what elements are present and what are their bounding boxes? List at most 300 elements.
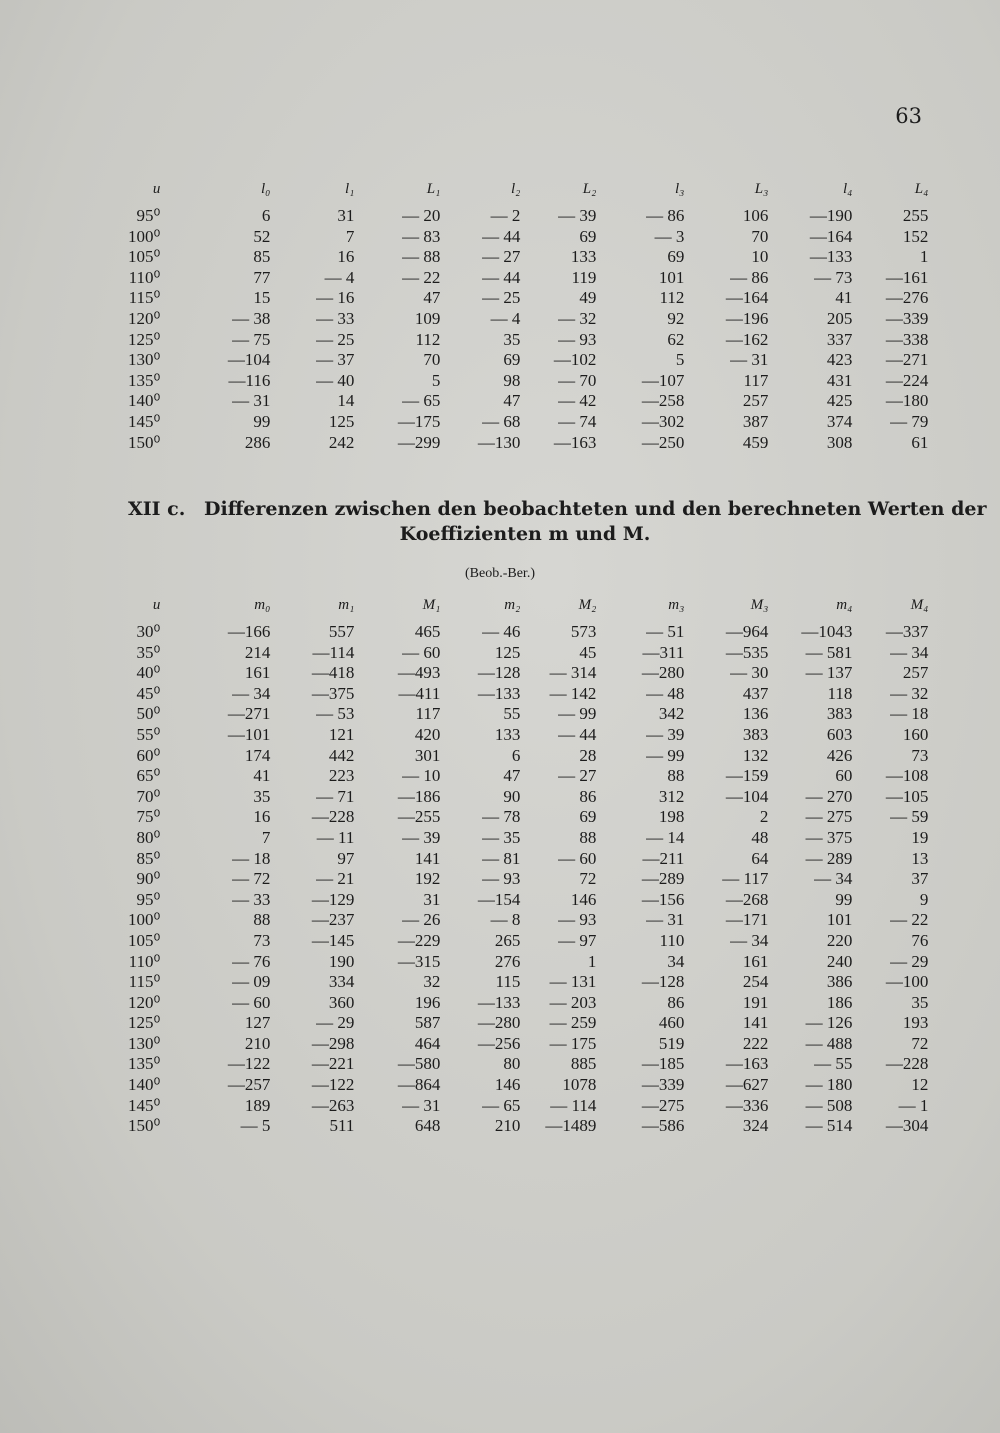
value-cell: — 31 bbox=[402, 1095, 441, 1115]
value-cell: — 71 bbox=[316, 786, 355, 806]
value-cell: 19 bbox=[911, 827, 929, 847]
value-cell: 72 bbox=[579, 869, 597, 889]
value-cell: 70 bbox=[423, 350, 441, 370]
angle-cell: 120⁰ bbox=[128, 308, 161, 328]
value-cell: — 81 bbox=[482, 848, 521, 868]
table-row bbox=[128, 725, 928, 746]
table-row bbox=[128, 1013, 928, 1034]
value-cell: —133 bbox=[477, 992, 521, 1012]
value-cell: 519 bbox=[658, 1033, 685, 1053]
value-cell: —271 bbox=[227, 704, 271, 724]
angle-cell: 130⁰ bbox=[128, 350, 161, 370]
angle-cell: 105⁰ bbox=[128, 247, 161, 267]
value-cell: —257 bbox=[227, 1075, 271, 1095]
value-cell: 119 bbox=[571, 267, 597, 287]
value-cell: — 8 bbox=[490, 910, 521, 930]
value-cell: 242 bbox=[328, 432, 355, 452]
value-cell: —100 bbox=[885, 972, 929, 992]
value-cell: 220 bbox=[826, 930, 853, 950]
angle-cell: 75⁰ bbox=[136, 807, 161, 827]
value-cell: 16 bbox=[253, 807, 271, 827]
value-cell: 223 bbox=[328, 766, 355, 786]
value-cell: 360 bbox=[328, 992, 355, 1012]
value-cell: 342 bbox=[658, 704, 685, 724]
value-cell: — 25 bbox=[316, 329, 355, 349]
value-cell: 312 bbox=[658, 786, 685, 806]
value-cell: 85 bbox=[253, 247, 271, 267]
column-header: M₁ bbox=[422, 597, 441, 613]
value-cell: 210 bbox=[244, 1033, 271, 1053]
value-cell: — 375 bbox=[805, 827, 853, 847]
value-cell: 383 bbox=[742, 724, 769, 744]
value-cell: 885 bbox=[570, 1054, 597, 1074]
value-cell: 117 bbox=[743, 370, 769, 390]
value-cell: 97 bbox=[337, 848, 355, 868]
angle-cell: 70⁰ bbox=[136, 786, 161, 806]
value-cell: 106 bbox=[742, 206, 769, 225]
value-cell: 47 bbox=[503, 391, 521, 411]
value-cell: 648 bbox=[414, 1116, 441, 1136]
value-cell: — 93 bbox=[558, 329, 597, 349]
value-cell: 186 bbox=[826, 992, 853, 1012]
value-cell: —237 bbox=[311, 910, 355, 930]
value-cell: —336 bbox=[725, 1095, 769, 1115]
value-cell: 426 bbox=[826, 745, 853, 765]
value-cell: 301 bbox=[414, 745, 441, 765]
value-cell: — 75 bbox=[232, 329, 271, 349]
angle-cell: 125⁰ bbox=[128, 329, 161, 349]
value-cell: — 44 bbox=[482, 267, 521, 287]
value-cell: — 88 bbox=[402, 247, 441, 267]
value-cell: 133 bbox=[570, 247, 597, 267]
value-cell: 161 bbox=[742, 951, 769, 971]
column-header: L₃ bbox=[754, 181, 769, 197]
table-row bbox=[128, 247, 928, 268]
angle-cell: 60⁰ bbox=[136, 745, 161, 765]
angle-cell: 45⁰ bbox=[136, 683, 161, 703]
value-cell: — 27 bbox=[558, 766, 597, 786]
value-cell: —224 bbox=[885, 370, 929, 390]
value-cell: 240 bbox=[826, 951, 853, 971]
value-cell: — 33 bbox=[232, 889, 271, 909]
column-header: l₄ bbox=[842, 181, 853, 197]
value-cell: — 25 bbox=[482, 288, 521, 308]
value-cell: 99 bbox=[253, 411, 271, 431]
value-cell: 5 bbox=[431, 370, 441, 390]
value-cell: — 40 bbox=[316, 370, 355, 390]
value-cell: —102 bbox=[553, 350, 597, 370]
angle-cell: 40⁰ bbox=[136, 663, 161, 683]
table-row bbox=[128, 993, 928, 1014]
column-header: L₄ bbox=[914, 181, 929, 197]
value-cell: 324 bbox=[742, 1116, 769, 1136]
value-cell: 286 bbox=[244, 432, 271, 452]
section-subtitle: (Beob.-Ber.) bbox=[465, 566, 535, 581]
value-cell: — 70 bbox=[558, 370, 597, 390]
value-cell: 47 bbox=[423, 288, 441, 308]
value-cell: 98 bbox=[503, 370, 521, 390]
value-cell: —161 bbox=[885, 267, 929, 287]
value-cell: — 20 bbox=[402, 206, 441, 225]
value-cell: — 22 bbox=[890, 910, 929, 930]
value-cell: 125 bbox=[494, 642, 521, 662]
angle-cell: 145⁰ bbox=[128, 411, 161, 431]
value-cell: —302 bbox=[641, 411, 685, 431]
value-cell: —114 bbox=[312, 642, 355, 662]
value-cell: — 44 bbox=[558, 724, 597, 744]
table-row bbox=[128, 931, 928, 952]
angle-cell: 145⁰ bbox=[128, 1095, 161, 1115]
angle-cell: 115⁰ bbox=[128, 972, 161, 992]
value-cell: 557 bbox=[328, 622, 355, 641]
value-cell: — 33 bbox=[316, 308, 355, 328]
value-cell: 160 bbox=[902, 724, 929, 744]
value-cell: 115 bbox=[495, 972, 521, 992]
value-cell: 16 bbox=[337, 247, 355, 267]
value-cell: 587 bbox=[414, 1013, 441, 1033]
value-cell: — 270 bbox=[805, 786, 853, 806]
angle-cell: 135⁰ bbox=[128, 370, 161, 390]
value-cell: —154 bbox=[477, 889, 521, 909]
value-cell: 31 bbox=[337, 206, 355, 225]
value-cell: — 38 bbox=[232, 308, 271, 328]
value-cell: 6 bbox=[511, 745, 521, 765]
value-cell: — 142 bbox=[549, 683, 597, 703]
value-cell: — 53 bbox=[316, 704, 355, 724]
table-row bbox=[128, 330, 928, 351]
value-cell: — 314 bbox=[549, 663, 597, 683]
value-cell: 141 bbox=[742, 1013, 769, 1033]
value-cell: 2 bbox=[759, 807, 769, 827]
value-cell: —190 bbox=[809, 206, 853, 225]
value-cell: 374 bbox=[826, 411, 853, 431]
value-cell: — 97 bbox=[558, 930, 597, 950]
value-cell: 464 bbox=[414, 1033, 441, 1053]
table-row bbox=[128, 206, 928, 227]
angle-cell: 115⁰ bbox=[128, 288, 161, 308]
angle-cell: 130⁰ bbox=[128, 1033, 161, 1053]
value-cell: —627 bbox=[725, 1075, 769, 1095]
value-cell: —864 bbox=[397, 1075, 441, 1095]
value-cell: — 26 bbox=[402, 910, 441, 930]
value-cell: —1043 bbox=[801, 622, 853, 641]
value-cell: —250 bbox=[641, 432, 685, 452]
value-cell: —108 bbox=[885, 766, 929, 786]
value-cell: 90 bbox=[503, 786, 521, 806]
value-cell: —229 bbox=[397, 930, 441, 950]
column-header: l₂ bbox=[510, 181, 521, 197]
value-cell: — 79 bbox=[890, 411, 929, 431]
value-cell: —337 bbox=[885, 622, 929, 641]
value-cell: — 65 bbox=[482, 1095, 521, 1115]
column-header: m₁ bbox=[338, 597, 355, 613]
value-cell: —258 bbox=[641, 391, 685, 411]
value-cell: 49 bbox=[579, 288, 597, 308]
value-cell: —221 bbox=[311, 1054, 355, 1074]
table-row bbox=[128, 643, 928, 664]
value-cell: — 99 bbox=[646, 745, 685, 765]
column-header: M₂ bbox=[578, 597, 597, 613]
value-cell: — 29 bbox=[316, 1013, 355, 1033]
value-cell: — 09 bbox=[232, 972, 271, 992]
table-row bbox=[128, 1034, 928, 1055]
value-cell: 15 bbox=[253, 288, 271, 308]
table-row bbox=[128, 1075, 928, 1096]
column-header: l₀ bbox=[260, 181, 271, 197]
value-cell: —164 bbox=[809, 226, 853, 246]
value-cell: —128 bbox=[477, 663, 521, 683]
value-cell: — 99 bbox=[558, 704, 597, 724]
value-cell: 55 bbox=[503, 704, 521, 724]
value-cell: 76 bbox=[911, 930, 929, 950]
value-cell: —196 bbox=[725, 308, 769, 328]
table-row bbox=[128, 412, 928, 433]
table-row bbox=[128, 350, 928, 371]
value-cell: 35 bbox=[253, 786, 271, 806]
value-cell: — 39 bbox=[402, 827, 441, 847]
angle-cell: 150⁰ bbox=[128, 1116, 161, 1136]
value-cell: —298 bbox=[311, 1033, 355, 1053]
value-cell: — 86 bbox=[646, 206, 685, 225]
table-row bbox=[128, 704, 928, 725]
value-cell: — 93 bbox=[558, 910, 597, 930]
value-cell: — 86 bbox=[730, 267, 769, 287]
table-row bbox=[128, 391, 928, 412]
angle-cell: 95⁰ bbox=[136, 889, 161, 909]
value-cell: —101 bbox=[227, 724, 271, 744]
value-cell: — 4 bbox=[490, 308, 521, 328]
table-row bbox=[128, 663, 928, 684]
angle-cell: 95⁰ bbox=[136, 206, 161, 225]
value-cell: 334 bbox=[328, 972, 355, 992]
value-cell: 210 bbox=[494, 1116, 521, 1136]
angle-cell: 125⁰ bbox=[128, 1013, 161, 1033]
table-row bbox=[128, 972, 928, 993]
table-header-row bbox=[128, 176, 928, 206]
value-cell: — 31 bbox=[646, 910, 685, 930]
value-cell: — 581 bbox=[805, 642, 853, 662]
value-cell: — 131 bbox=[549, 972, 597, 992]
value-cell: —289 bbox=[641, 869, 685, 889]
value-cell: 14 bbox=[337, 391, 355, 411]
value-cell: — 14 bbox=[646, 827, 685, 847]
value-cell: 47 bbox=[503, 766, 521, 786]
value-cell: 73 bbox=[911, 745, 929, 765]
value-cell: 255 bbox=[902, 206, 929, 225]
angle-cell: 80⁰ bbox=[136, 827, 161, 847]
value-cell: 7 bbox=[261, 827, 271, 847]
value-cell: 34 bbox=[667, 951, 685, 971]
table-row bbox=[128, 869, 928, 890]
value-cell: 118 bbox=[827, 683, 853, 703]
table-row bbox=[128, 684, 928, 705]
value-cell: 214 bbox=[244, 642, 271, 662]
value-cell: — 31 bbox=[232, 391, 271, 411]
value-cell: 161 bbox=[244, 663, 271, 683]
column-header: M₃ bbox=[750, 597, 769, 613]
value-cell: —186 bbox=[397, 786, 441, 806]
value-cell: 386 bbox=[826, 972, 853, 992]
value-cell: 337 bbox=[826, 329, 853, 349]
value-cell: 387 bbox=[742, 411, 769, 431]
value-cell: —315 bbox=[397, 951, 441, 971]
value-cell: —130 bbox=[477, 432, 521, 452]
column-header: m₂ bbox=[504, 597, 521, 613]
angle-cell: 140⁰ bbox=[128, 1075, 161, 1095]
value-cell: 5 bbox=[675, 350, 685, 370]
table-row bbox=[128, 787, 928, 808]
value-cell: 117 bbox=[415, 704, 441, 724]
value-cell: — 51 bbox=[646, 622, 685, 641]
value-cell: — 259 bbox=[549, 1013, 597, 1033]
value-cell: 80 bbox=[503, 1054, 521, 1074]
value-cell: 1 bbox=[587, 951, 597, 971]
value-cell: 442 bbox=[328, 745, 355, 765]
value-cell: 73 bbox=[253, 930, 271, 950]
value-cell: —228 bbox=[885, 1054, 929, 1074]
value-cell: 265 bbox=[494, 930, 521, 950]
value-cell: 132 bbox=[742, 745, 769, 765]
value-cell: 61 bbox=[911, 432, 929, 452]
value-cell: — 114 bbox=[550, 1095, 597, 1115]
value-cell: —299 bbox=[397, 432, 441, 452]
value-cell: 69 bbox=[579, 807, 597, 827]
table-row bbox=[128, 1096, 928, 1117]
value-cell: —159 bbox=[725, 766, 769, 786]
value-cell: 72 bbox=[911, 1033, 929, 1053]
value-cell: — 42 bbox=[558, 391, 597, 411]
value-cell: 7 bbox=[345, 226, 355, 246]
value-cell: 31 bbox=[423, 889, 441, 909]
value-cell: — 37 bbox=[316, 350, 355, 370]
table-row bbox=[128, 807, 928, 828]
value-cell: 193 bbox=[902, 1013, 929, 1033]
value-cell: — 5 bbox=[240, 1116, 271, 1136]
value-cell: 141 bbox=[414, 848, 441, 868]
value-cell: —263 bbox=[311, 1095, 355, 1115]
value-cell: 88 bbox=[579, 827, 597, 847]
table-row bbox=[128, 766, 928, 787]
value-cell: 222 bbox=[742, 1033, 769, 1053]
value-cell: 77 bbox=[253, 267, 271, 287]
table-row bbox=[128, 849, 928, 870]
value-cell: 257 bbox=[902, 663, 929, 683]
value-cell: — 34 bbox=[730, 930, 769, 950]
value-cell: 254 bbox=[742, 972, 769, 992]
value-cell: — 22 bbox=[402, 267, 441, 287]
value-cell: — 31 bbox=[730, 350, 769, 370]
value-cell: —255 bbox=[397, 807, 441, 827]
value-cell: —128 bbox=[641, 972, 685, 992]
section-title-line2: Koeffizienten m und M. bbox=[399, 523, 651, 545]
value-cell: —964 bbox=[725, 622, 769, 641]
value-cell: 86 bbox=[579, 786, 597, 806]
value-cell: — 35 bbox=[482, 827, 521, 847]
value-cell: — 514 bbox=[805, 1116, 853, 1136]
value-cell: 308 bbox=[826, 432, 853, 452]
column-header: m₄ bbox=[836, 597, 853, 613]
table-row bbox=[128, 746, 928, 767]
table-row bbox=[128, 622, 928, 643]
value-cell: 37 bbox=[911, 869, 929, 889]
value-cell: 133 bbox=[494, 724, 521, 744]
value-cell: — 74 bbox=[558, 411, 597, 431]
value-cell: — 508 bbox=[805, 1095, 853, 1115]
value-cell: —107 bbox=[641, 370, 685, 390]
difference-table-m bbox=[128, 592, 928, 1137]
value-cell: —133 bbox=[809, 247, 853, 267]
value-cell: 32 bbox=[423, 972, 441, 992]
value-cell: 431 bbox=[826, 370, 853, 390]
value-cell: — 34 bbox=[232, 683, 271, 703]
value-cell: 88 bbox=[253, 910, 271, 930]
value-cell: —280 bbox=[641, 663, 685, 683]
value-cell: —116 bbox=[228, 370, 271, 390]
value-cell: —268 bbox=[725, 889, 769, 909]
column-header: m₀ bbox=[254, 597, 271, 613]
value-cell: —271 bbox=[885, 350, 929, 370]
value-cell: —276 bbox=[885, 288, 929, 308]
value-cell: — 78 bbox=[482, 807, 521, 827]
value-cell: 35 bbox=[503, 329, 521, 349]
value-cell: 70 bbox=[751, 226, 769, 246]
value-cell: —104 bbox=[227, 350, 271, 370]
value-cell: —133 bbox=[477, 683, 521, 703]
value-cell: 45 bbox=[579, 642, 597, 662]
angle-cell: 150⁰ bbox=[128, 432, 161, 452]
value-cell: —275 bbox=[641, 1095, 685, 1115]
value-cell: —375 bbox=[311, 683, 355, 703]
page-number: 63 bbox=[895, 104, 922, 128]
value-cell: 12 bbox=[911, 1075, 929, 1095]
value-cell: — 10 bbox=[402, 766, 441, 786]
column-header: M₄ bbox=[910, 597, 929, 613]
value-cell: 465 bbox=[414, 622, 441, 641]
value-cell: —122 bbox=[311, 1075, 355, 1095]
column-header: L₂ bbox=[582, 181, 597, 197]
value-cell: 1078 bbox=[562, 1075, 597, 1095]
value-cell: —418 bbox=[311, 663, 355, 683]
column-header: m₃ bbox=[668, 597, 685, 613]
value-cell: 425 bbox=[826, 391, 853, 411]
angle-cell: 30⁰ bbox=[136, 622, 161, 641]
value-cell: 52 bbox=[253, 226, 271, 246]
value-cell: —311 bbox=[642, 642, 685, 662]
value-cell: 35 bbox=[911, 992, 929, 1012]
value-cell: — 27 bbox=[482, 247, 521, 267]
value-cell: — 137 bbox=[805, 663, 853, 683]
value-cell: 205 bbox=[826, 308, 853, 328]
value-cell: — 55 bbox=[814, 1054, 853, 1074]
value-cell: —145 bbox=[311, 930, 355, 950]
value-cell: 152 bbox=[902, 226, 929, 246]
angle-cell: 105⁰ bbox=[128, 930, 161, 950]
value-cell: 511 bbox=[329, 1116, 355, 1136]
value-cell: 603 bbox=[826, 724, 853, 744]
value-cell: 101 bbox=[658, 267, 685, 287]
value-cell: —175 bbox=[397, 411, 441, 431]
value-cell: —156 bbox=[641, 889, 685, 909]
value-cell: — 48 bbox=[646, 683, 685, 703]
value-cell: —162 bbox=[725, 329, 769, 349]
angle-cell: 120⁰ bbox=[128, 992, 161, 1012]
value-cell: 146 bbox=[570, 889, 597, 909]
section-label: XII c. bbox=[128, 498, 186, 520]
value-cell: 196 bbox=[414, 992, 441, 1012]
value-cell: — 34 bbox=[814, 869, 853, 889]
angle-cell: 135⁰ bbox=[128, 1054, 161, 1074]
value-cell: 69 bbox=[503, 350, 521, 370]
